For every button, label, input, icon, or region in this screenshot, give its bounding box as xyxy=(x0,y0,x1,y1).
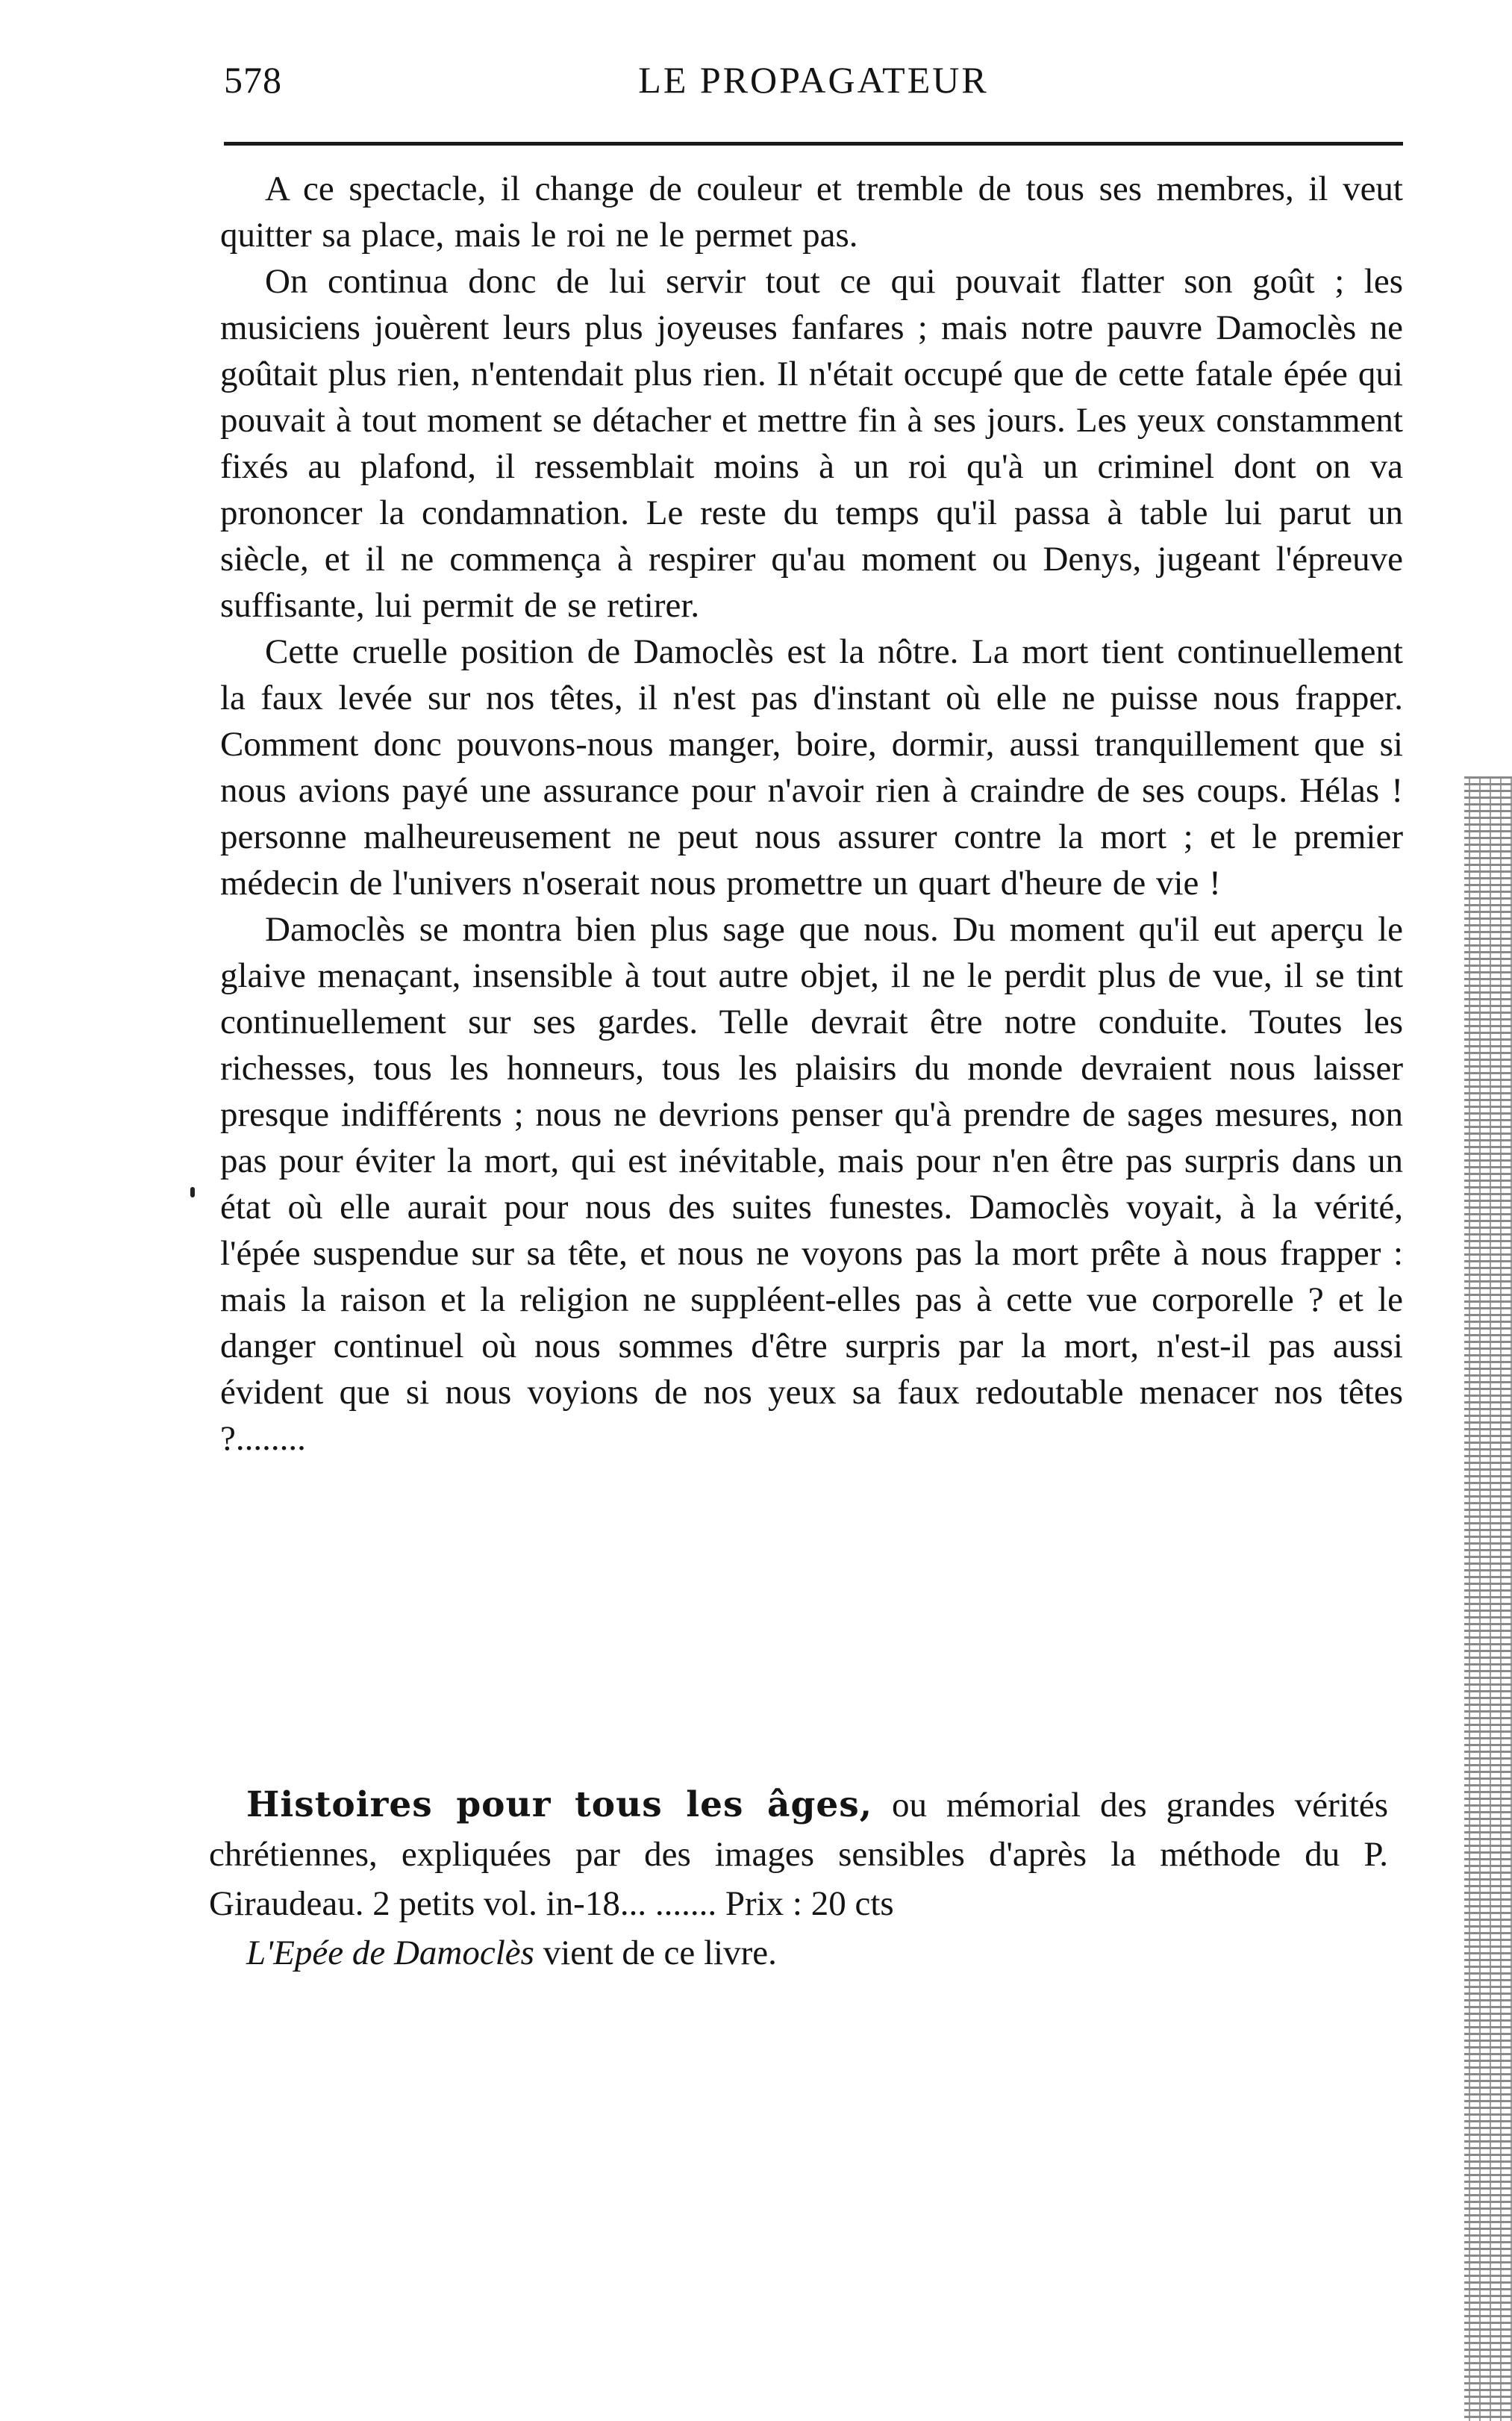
scan-edge-artifact xyxy=(1464,776,1512,2421)
book-notice xyxy=(209,1780,1388,1978)
book-description: ou mémorial des grandes vérités chrétiennes, expliquées par des images sensibles d'après la méthode du P. Giraudeau. 2 petits vol. in-18... ....... Prix : 20 cts xyxy=(209,1786,1389,1923)
source-title: L'Epée de Damoclès xyxy=(246,1934,534,1972)
paragraph-4: Damoclès se montra bien plus sage que nous. Du moment qu'il eut aperçu le glaive menaçant, insensible à tout autre objet, il ne le perdit plus de vue, il se tint continuellement sur ses gardes. Telle devrait être notre conduite. Toutes les richesses, tous les honneurs, tous les plaisirs du monde devraient nous laisser presque indifférents ; nous ne devrions penser qu'à prendre de sages mesures, non pas pour éviter la mort, qui est inévitable, mais pour n'en être pas surpris dans un état où elle aurait pour nous des suites funestes. Damoclès voyait, à la vérité, l'épée suspendue sur sa tête, et nous ne voyons pas la mort prête à nous frapper : mais la raison et la religion ne suppléent-elles pas à cette vue corporelle ? et le danger continuel où nous sommes d'être surpris par la mort, n'est-il pas aussi évident que si nous voyions de nos yeux sa faux redoutable menacer nos têtes ?........ xyxy=(220,910,1403,1458)
body-text xyxy=(220,166,1403,1462)
header-rule xyxy=(224,142,1403,146)
running-head: LE PROPAGATEUR xyxy=(638,59,989,101)
paragraph-3: Cette cruelle position de Damoclès est la nôtre. La mort tient continuellement la faux levée sur nos têtes, il n'est pas d'instant où elle ne puisse nous frapper. Comment donc pouvons-nous manger, boire, dormir, aussi tranquillement que si nous avions payé une assurance pour n'avoir rien à craindre de ses coups. Hélas ! personne malheureusement ne peut nous assurer contre la mort ; et le premier médecin de l'univers n'oserait nous promettre un quart d'heure de vie ! xyxy=(220,632,1403,903)
page-number: 578 xyxy=(224,59,282,101)
book-notice-text xyxy=(209,1780,1388,1928)
ink-speck xyxy=(190,1187,195,1197)
paragraph-2: On continua donc de lui servir tout ce qui pouvait flatter son goût ; les musiciens jouèrent leurs plus joyeuses fanfares ; mais notre pauvre Damoclès ne goûtait plus rien, n'entendait plus rien. Il n'était occupé que de cette fatale épée qui pouvait à tout moment se détacher et mettre fin à ses jours. Les yeux constamment fixés au plafond, il ressemblait moins à un roi qu'à un criminel dont on va prononcer la condamnation. Le reste du temps qu'il passa à table lui parut un siècle, et il ne commença à respirer qu'au moment ou Denys, jugeant l'épreuve suffisante, lui permit de se retirer. xyxy=(220,262,1403,625)
source-rest: vient de ce livre. xyxy=(534,1934,777,1972)
book-title: Histoires pour tous les âges, xyxy=(246,1784,873,1825)
paragraph-1: A ce spectacle, il change de couleur et tremble de tous ses membres, il veut quitter sa place, mais le roi ne le permet pas. xyxy=(220,169,1403,255)
source-note xyxy=(209,1928,1388,1978)
page-header xyxy=(224,58,1403,110)
